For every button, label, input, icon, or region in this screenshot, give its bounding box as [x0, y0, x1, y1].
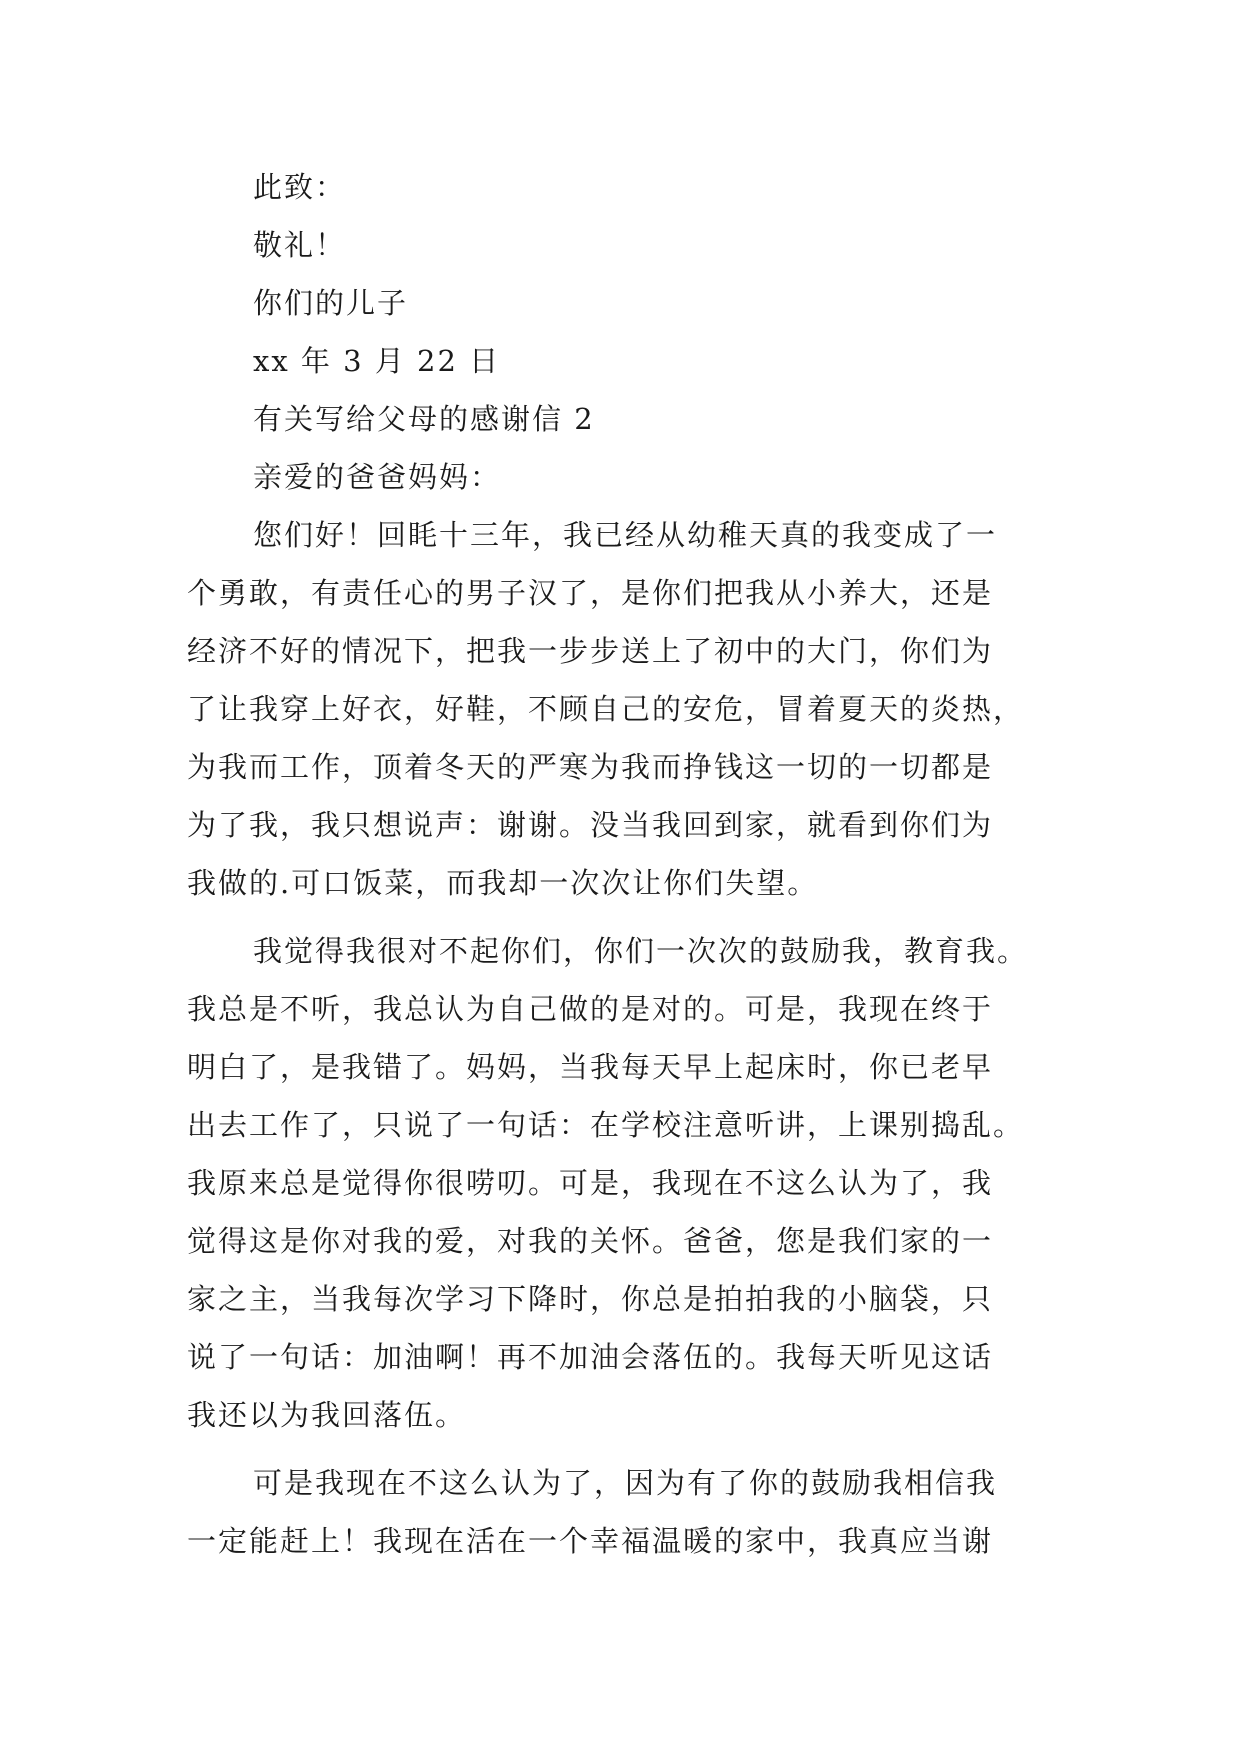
paragraph-3 — [187, 1454, 1053, 1570]
paragraph-2 — [187, 922, 1053, 1444]
closing-line: 此致： — [253, 170, 347, 204]
paragraph-line: 我总是不听，我总认为自己做的是对的。可是，我现在终于 — [187, 992, 994, 1026]
greeting-line: 亲爱的爸爸妈妈： — [253, 460, 502, 494]
paragraph-line: 我还以为我回落伍。 — [187, 1398, 467, 1432]
paragraph-line: 为了我，我只想说声：谢谢。没当我回到家，就看到你们为 — [187, 808, 994, 842]
letter-title: 有关写给父母的感谢信 2 — [253, 402, 595, 436]
paragraph-line: 个勇敢，有责任心的男子汉了，是你们把我从小养大，还是 — [187, 576, 994, 610]
date-line: xx 年 3 月 22 日 — [253, 344, 501, 378]
signature-line: 你们的儿子 — [253, 286, 409, 320]
paragraph-1 — [187, 506, 1053, 912]
letter-body — [187, 158, 1053, 1570]
paragraph-line: 我做的.可口饭菜，而我却一次次让你们失望。 — [187, 866, 819, 900]
paragraph-line: 出去工作了，只说了一句话：在学校注意听讲，上课别捣乱。 — [187, 1108, 1025, 1142]
paragraph-line: 您们好！回眊十三年，我已经从幼稚天真的我变成了一 — [253, 518, 998, 552]
paragraph-line: 经济不好的情况下，把我一步步送上了初中的大门，你们为 — [187, 634, 994, 668]
paragraph-line: 了让我穿上好衣，好鞋，不顾自己的安危，冒着夏天的炎热， — [187, 692, 1025, 726]
paragraph-line: 说了一句话：加油啊！再不加油会落伍的。我每天听见这话 — [187, 1340, 994, 1374]
paragraph-line: 明白了，是我错了。妈妈，当我每天早上起床时，你已老早 — [187, 1050, 994, 1084]
paragraph-line: 我原来总是觉得你很唠叨。可是，我现在不这么认为了，我 — [187, 1166, 994, 1200]
paragraph-line: 为我而工作，顶着冬天的严寒为我而挣钱这一切的一切都是 — [187, 750, 994, 784]
paragraph-line: 一定能赶上！我现在活在一个幸福温暖的家中，我真应当谢 — [187, 1524, 994, 1558]
paragraph-line: 我觉得我很对不起你们，你们一次次的鼓励我，教育我。 — [253, 934, 1029, 968]
paragraph-line: 可是我现在不这么认为了，因为有了你的鼓励我相信我 — [253, 1466, 998, 1500]
paragraph-line: 家之主，当我每次学习下降时，你总是拍拍我的小脑袋，只 — [187, 1282, 994, 1316]
salute-line: 敬礼！ — [253, 228, 347, 262]
paragraph-line: 觉得这是你对我的爱，对我的关怀。爸爸，您是我们家的一 — [187, 1224, 994, 1258]
